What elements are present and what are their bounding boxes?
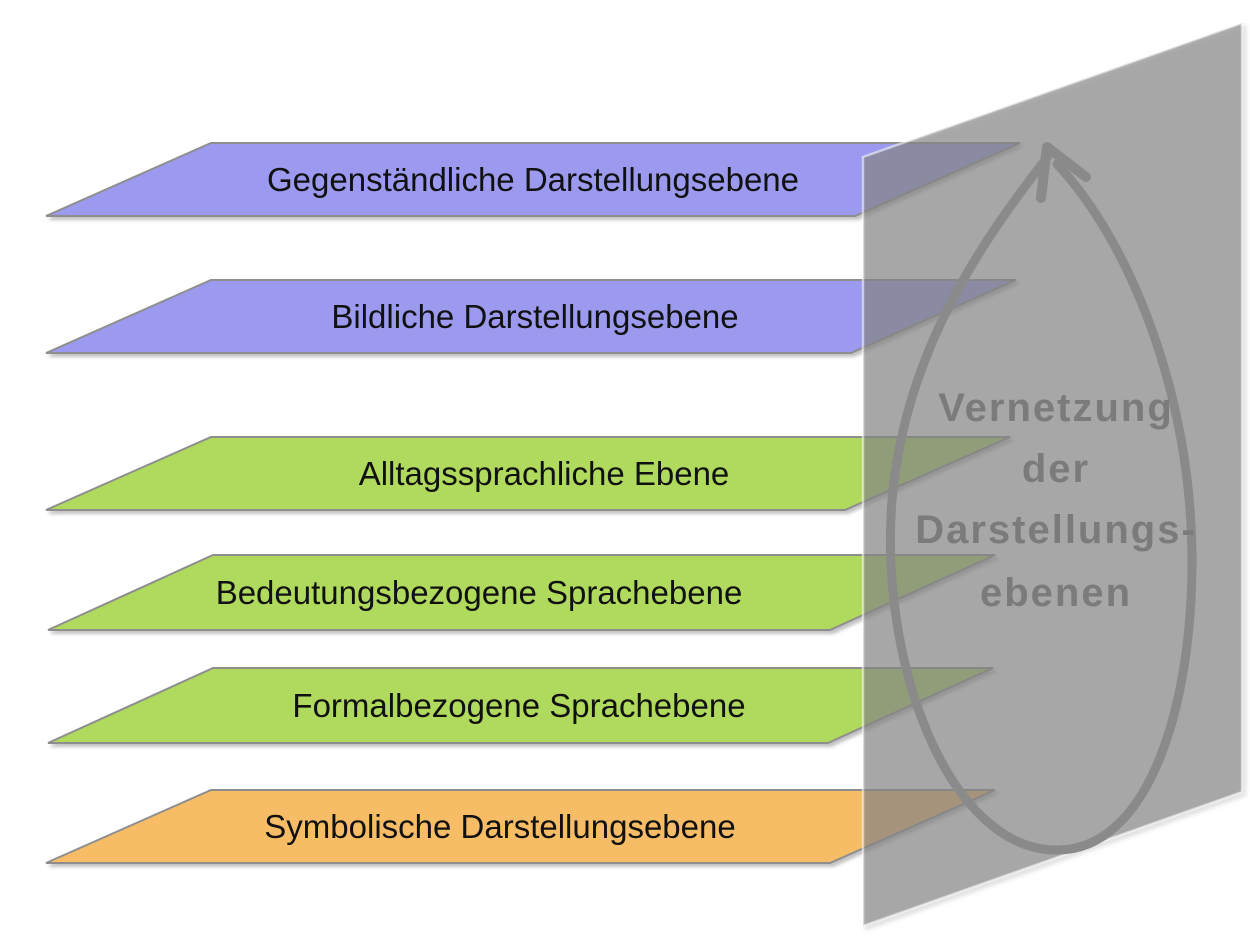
level-label: Bedeutungsbezogene Sprachebene [215, 574, 743, 611]
plane-caption-line: Vernetzung [938, 386, 1174, 430]
plane-caption-line: der [1021, 447, 1091, 491]
level-label: Gegenständliche Darstellungsebene [266, 161, 800, 198]
level-label: Symbolische Darstellungsebene [264, 808, 736, 845]
level-row-bedeutungsbezogen [48, 555, 995, 630]
level-label: Formalbezogene Sprachebene [292, 687, 746, 724]
level-label: Alltagssprachliche Ebene [358, 455, 730, 492]
plane-caption-line: ebenen [979, 571, 1133, 615]
plane-caption-line: Darstellungs- [915, 508, 1197, 552]
level-row-symbolisch [46, 790, 995, 863]
level-label: Bildliche Darstellungsebene [331, 298, 739, 335]
level-row-formalbezogen [48, 668, 993, 743]
